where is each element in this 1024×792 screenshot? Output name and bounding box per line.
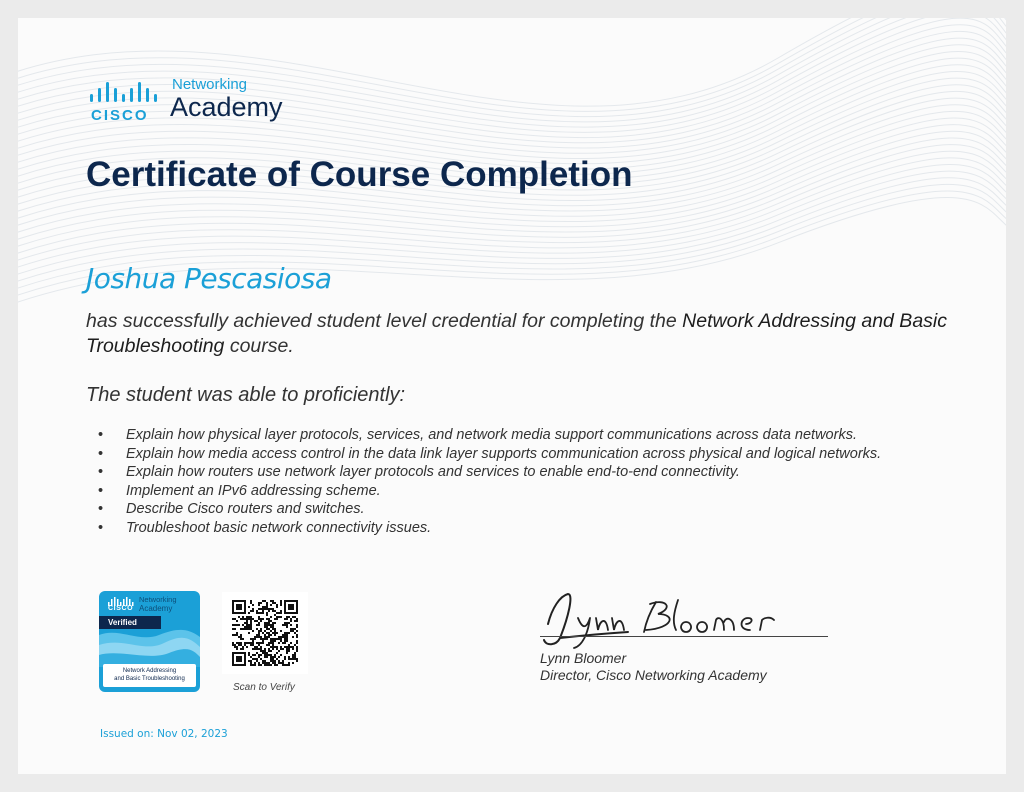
outcome-text: Explain how media access control in the data link layer supports communication across physical and logical networks. xyxy=(126,445,882,462)
qr-code-icon xyxy=(232,600,298,666)
scan-to-verify-label: Scan to Verify xyxy=(233,682,295,693)
bullet-icon: • xyxy=(98,519,104,536)
badge-course-line-1: Network Addressing xyxy=(122,668,177,674)
outcome-text: Explain how routers use network layer protocols and services to enable end-to-end connectivity. xyxy=(126,464,740,480)
cisco-bars-icon xyxy=(88,82,158,106)
logo-academy-text: Academy xyxy=(170,92,283,122)
statement-prefix: has successfully achieved student level credential for completing the xyxy=(86,310,683,332)
outcome-item xyxy=(98,482,881,501)
outcome-item xyxy=(98,519,881,538)
bullet-icon: • xyxy=(98,501,104,517)
outcome-item xyxy=(98,463,881,482)
verification-qr-code[interactable] xyxy=(222,592,308,674)
cisco-wordmark: CISCO xyxy=(91,107,149,124)
badge-verified-label: Verified xyxy=(99,616,161,629)
completion-statement xyxy=(86,309,956,359)
bullet-icon: • xyxy=(98,464,104,480)
outcome-text: Describe Cisco routers and switches. xyxy=(126,501,365,517)
badge-wave-graphic xyxy=(99,627,200,667)
badge-cisco-wordmark: CISCO xyxy=(108,605,134,612)
outcome-item xyxy=(98,445,881,464)
signer-title: Director, Cisco Networking Academy xyxy=(540,667,767,683)
certificate-title: Certificate of Course Completion xyxy=(86,155,633,194)
issued-date: Issued on: Nov 02, 2023 xyxy=(100,728,228,740)
bullet-icon: • xyxy=(98,445,104,462)
badge-course-line-2: and Basic Troubleshooting xyxy=(114,676,185,682)
cisco-networking-academy-logo xyxy=(88,76,348,132)
outcome-text: Troubleshoot basic network connectivity issues. xyxy=(126,519,432,536)
outcomes-heading: The student was able to proficiently: xyxy=(86,384,406,406)
outcome-item xyxy=(98,426,881,445)
certificate-page xyxy=(18,18,1006,774)
logo-networking-text: Networking xyxy=(172,76,248,93)
course-name: Network Addressing and Basic Troubleshooting xyxy=(86,310,947,357)
badge-course-label xyxy=(103,664,196,687)
outcome-item xyxy=(98,500,881,519)
badge-networking-text: Networking xyxy=(139,595,177,604)
badge-academy-text: Academy xyxy=(139,604,173,613)
recipient-name: Joshua Pescasiosa xyxy=(86,262,332,295)
signature-image xyxy=(538,588,838,650)
statement-suffix: course. xyxy=(224,335,294,357)
signature-line xyxy=(540,636,828,637)
outcomes-list xyxy=(98,426,881,537)
signer-name: Lynn Bloomer xyxy=(540,650,627,666)
bullet-icon: • xyxy=(98,482,104,499)
bullet-icon: • xyxy=(98,427,104,443)
outcome-text: Explain how physical layer protocols, services, and network media support communications across data networks. xyxy=(126,427,857,443)
verified-badge[interactable] xyxy=(99,591,200,692)
outcome-text: Implement an IPv6 addressing scheme. xyxy=(126,482,381,499)
